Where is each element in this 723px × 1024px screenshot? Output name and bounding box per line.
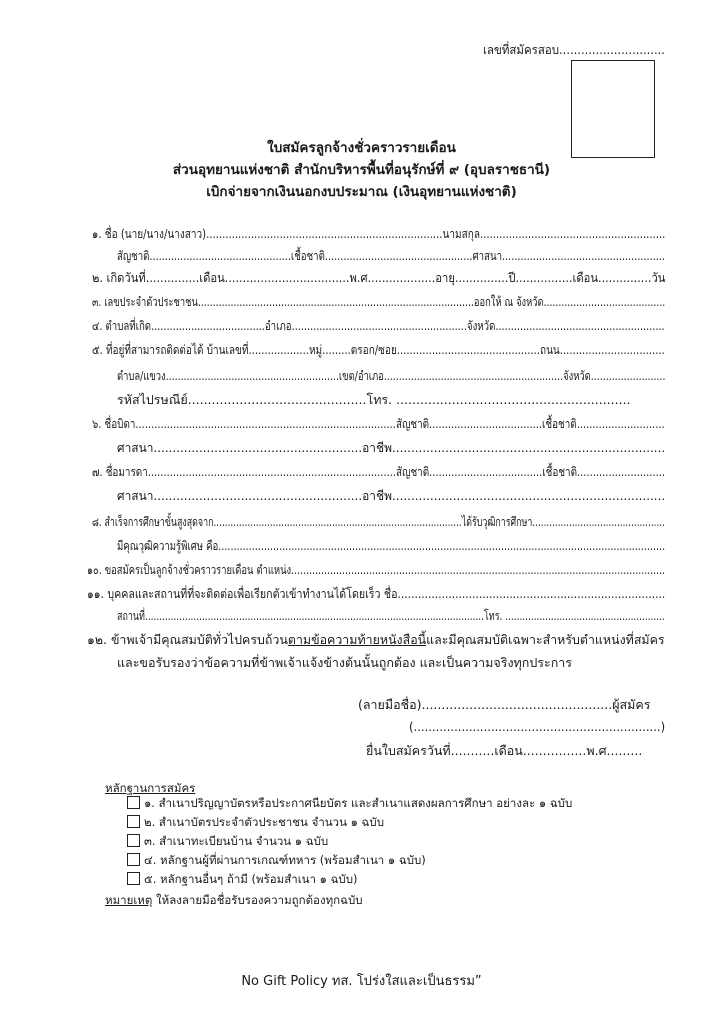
title-line-2: ส่วนอุทยานแห่งชาติ สำนักบริหารพื้นที่อนุรักษ์ที่ ๙ (อุบลราชธานี) (172, 162, 551, 178)
field-nationality: สัญชาติ..............................................เชื้อชาติ................................................ศาสนา..................................................... (117, 248, 666, 263)
field-position: ๑๐. ขอสมัครเป็นลูกจ้างชั่วคราวรายเดือน ตำแหน่ง............................................................................................................................. (87, 562, 666, 577)
checkbox-evidence-3[interactable] (127, 834, 140, 847)
checkbox-evidence-5[interactable] (127, 872, 140, 885)
note (105, 892, 363, 910)
evidence-item-1: ๑. สำเนาปริญญาบัตรหรือประกาศนียบัตร และสำเนาแสดงผลการศึกษา อย่างละ ๑ ฉบับ (144, 796, 573, 810)
title-line-3: เบิกจ่ายจากเงินนอกงบประมาณ (เงินอุทยานแห่งชาติ) (206, 184, 517, 200)
evidence-item-3: ๓. สำเนาทะเบียนบ้าน จำนวน ๑ ฉบับ (144, 834, 329, 848)
declaration-line-1 (87, 630, 665, 650)
footer-policy: No Gift Policy ทส. โปร่งใสและเป็นธรรม” (241, 974, 482, 989)
field-address: ๕. ที่อยู่ที่สามารถติดต่อได้ บ้านเลขที่...................หมู่.........ตรอก/ซอย.............................................ถนน................................. (92, 342, 665, 357)
field-birthplace: ๔. ตำบลที่เกิด.....................................อำเภอ.........................................................จังหวัด....................................................... (92, 318, 665, 333)
field-contact-person: ๑๑. บุคคลและสถานที่ที่จะติดต่อเพื่อเรียกตัวเข้าทำงานได้โดยเร็ว ชื่อ............................................................................... (87, 586, 666, 601)
field-education: ๘. สำเร็จการศึกษาขั้นสูงสุดจาก........................................................................................ได้รับวุฒิการศึกษา............................................... (92, 514, 665, 529)
declaration-line-2: และขอรับรองว่าข้อความที่ข้าพเจ้าแจ้งข้างต้นนั้นถูกต้อง และเป็นความจริงทุกประการ (117, 655, 573, 670)
checkbox-evidence-1[interactable] (127, 796, 140, 809)
field-id-card: ๓. เลขประจำตัวประชาชน.............................................................................................ออกให้ ณ จังหวัด......................................... (92, 294, 666, 309)
evidence-item-2: ๒. สำเนาบัตรประจำตัวประชาชน จำนวน ๑ ฉบับ (144, 815, 384, 829)
field-father-religion: ศาสนา.......................................................อาชีพ........................................................................ (117, 440, 666, 455)
note-text: ให้ลงลายมือชื่อรับรองความถูกต้องทุกฉบับ (152, 893, 363, 907)
evidence-item-5: ๕. หลักฐานอื่นๆ ถ้ามี (พร้อมสำเนา ๑ ฉบับ) (144, 872, 358, 886)
declaration-pre: ๑๒. ข้าพเจ้ามีคุณสมบัติทั่วไปครบถ้วน (87, 632, 288, 647)
checkbox-evidence-4[interactable] (127, 853, 140, 866)
evidence-heading: หลักฐานการสมัคร (105, 781, 196, 795)
field-name: ๑. ชื่อ (นาย/นาง/นางสาว)..........................................................................นามสกุล.......................................................... (92, 226, 666, 241)
evidence-item-4: ๔. หลักฐานผู้ที่ผ่านการเกณฑ์ทหาร (พร้อมสำเนา ๑ ฉบับ) (144, 853, 426, 867)
field-contact-place: สถานที่.......................................................................................................................โทร. ........................................................ (117, 608, 665, 623)
applicant-number: เลขที่สมัครสอบ............................. (483, 42, 665, 57)
checkbox-evidence-2[interactable] (127, 815, 140, 828)
signature-line: (ลายมือชื่อ)................................................ผู้สมัคร (358, 697, 651, 712)
field-mother-religion: ศาสนา.......................................................อาชีพ........................................................................ (117, 488, 666, 503)
field-special-skills: มีคุณวุฒิความรู้พิเศษ คือ................................................................................................................................................... (117, 538, 666, 553)
submission-date: ยื่นใบสมัครวันที่...........เดือน................พ.ศ......... (366, 743, 643, 758)
field-address-district: ตำบล/แขวง..........................................................เขต/อำเภอ............................................................จังหวัด......................... (117, 368, 666, 383)
field-birthdate: ๒. เกิดวันที่...............เดือน...................................พ.ศ...................อายุ...............ปี................เดือน...............วัน (92, 270, 666, 285)
declaration-post: และมีคุณสมบัติเฉพาะสำหรับตำแหน่งที่สมัคร (426, 632, 665, 647)
declaration-underlined: ตามข้อความท้ายหนังสือนี้ (287, 632, 427, 647)
note-label: หมายเหตุ (105, 893, 153, 907)
field-father: ๖. ชื่อบิดา...................................................................................สัญชาติ....................................เชื้อชาติ............................ (92, 416, 665, 431)
field-postcode: รหัสไปรษณีย์.............................................โทร. ........................................................... (117, 392, 631, 407)
signature-name: (...................................................................) (409, 719, 666, 734)
title-line-1: ใบสมัครลูกจ้างชั่วคราวรายเดือน (267, 140, 456, 156)
field-mother: ๗. ชื่อมารดา...............................................................................สัญชาติ....................................เชื้อชาติ............................ (92, 464, 666, 479)
